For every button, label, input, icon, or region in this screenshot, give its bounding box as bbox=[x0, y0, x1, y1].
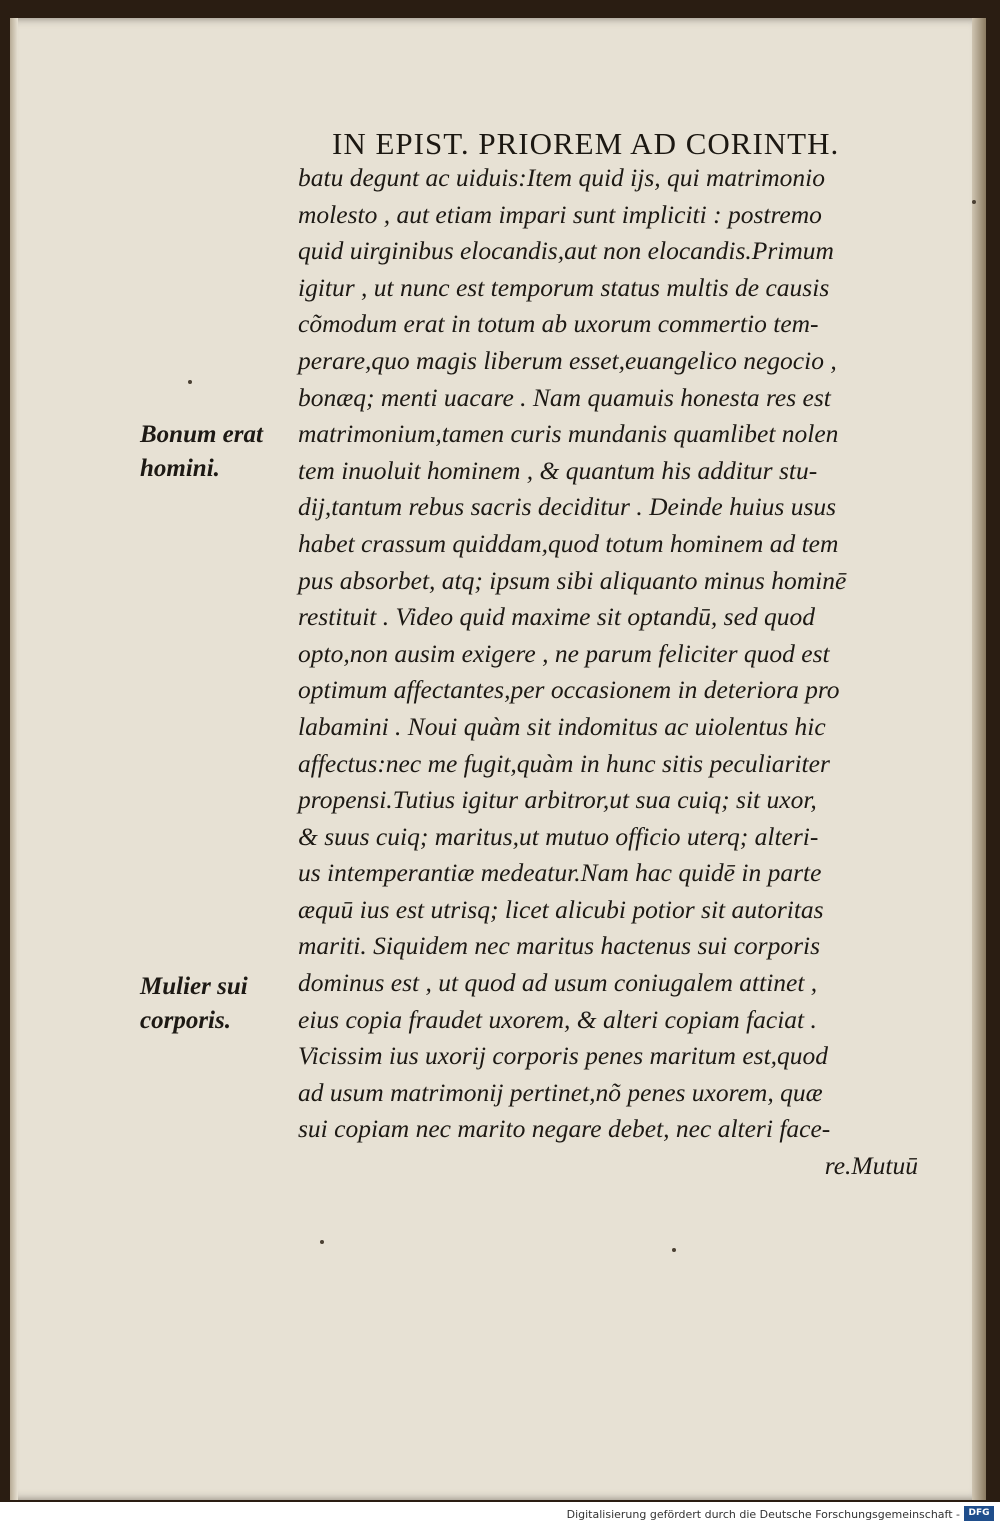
text-line: eius copia fraudet uxorem, & alteri copiam faciat . bbox=[298, 1004, 817, 1034]
text-line: batu degunt ac uiduis:Item quid ijs, qui matrimonio bbox=[298, 163, 825, 192]
page-gutter bbox=[10, 18, 18, 1500]
text-line: perare,quo magis liberum esset,euangelico negocio , bbox=[298, 345, 837, 375]
marginal-note bbox=[140, 970, 300, 1038]
text-line: habet crassum quiddam,quod totum hominem ad tem bbox=[298, 528, 839, 558]
ink-speck bbox=[320, 1240, 324, 1244]
text-line: dij,tantum rebus sacris deciditur . Deinde huius usus bbox=[298, 492, 837, 522]
footer-bar bbox=[0, 1502, 1000, 1524]
text-line: igitur , ut nunc est temporum status multis de causis bbox=[298, 272, 830, 302]
text-line: ad usum matrimonij pertinet,nõ penes uxorem, quæ bbox=[298, 1077, 823, 1107]
text-line: sui copiam nec marito negare debet, nec alteri face- bbox=[298, 1114, 831, 1144]
text-line: mariti. Siquidem nec maritus hactenus sui corporis bbox=[298, 931, 821, 961]
text-line: pus absorbet, atq; ipsum sibi aliquanto minus hominē bbox=[298, 565, 847, 595]
running-head: IN EPIST. PRIOREM AD CORINTH. bbox=[332, 126, 840, 161]
ink-speck bbox=[188, 380, 192, 384]
text-line: matrimonium,tamen curis mundanis quamlibet nolen bbox=[298, 419, 839, 449]
marginal-note-line: Bonum erat bbox=[140, 421, 263, 448]
text-line: opto,non ausim exigere , ne parum feliciter quod est bbox=[298, 638, 830, 668]
ink-speck bbox=[972, 200, 976, 204]
text-line: tem inuoluit hominem , & quantum his additur stu- bbox=[298, 455, 818, 485]
text-line: affectus:nec me fugit,quàm in hunc sitis peculiariter bbox=[298, 748, 830, 778]
marginal-note-line: homini. bbox=[140, 455, 220, 482]
page-edge bbox=[972, 18, 986, 1500]
text-line: quid uirginibus elocandis,aut non elocandis.Primum bbox=[298, 236, 834, 266]
text-line: æquū ius est utrisq; licet alicubi potior sit autoritas bbox=[298, 894, 824, 924]
text-line: bonæq; menti uacare . Nam quamuis honesta res est bbox=[298, 382, 831, 412]
dfg-logo: DFG bbox=[964, 1506, 994, 1521]
text-line: restituit . Video quid maxime sit optandū, sed quod bbox=[298, 602, 816, 632]
ink-speck bbox=[672, 1248, 676, 1252]
body-text bbox=[298, 160, 928, 1185]
digitization-credit: Digitalisierung gefördert durch die Deutsche Forschungsgemeinschaft - bbox=[566, 1508, 960, 1521]
text-line: optimum affectantes,per occasionem in deteriora pro bbox=[298, 675, 840, 705]
marginal-note bbox=[140, 418, 300, 486]
marginal-note-line: Mulier sui bbox=[140, 973, 248, 1000]
text-line: molesto , aut etiam impari sunt impliciti : postremo bbox=[298, 199, 822, 229]
marginal-note-line: corporis. bbox=[140, 1007, 231, 1034]
text-line: Vicissim ius uxorij corporis penes maritum est,quod bbox=[298, 1041, 829, 1071]
text-line: dominus est , ut quod ad usum coniugalem attinet , bbox=[298, 968, 818, 998]
text-line: labamini . Noui quàm sit indomitus ac uiolentus hic bbox=[298, 711, 826, 741]
text-line: propensi.Tutius igitur arbitror,ut sua cuiq; sit uxor, bbox=[298, 785, 817, 815]
text-line: & suus cuiq; maritus,ut mutuo officio uterq; alteri- bbox=[298, 821, 819, 851]
catchword: re.Mutuū bbox=[824, 1151, 918, 1181]
text-line: us intemperantiæ medeatur.Nam hac quidē in parte bbox=[298, 858, 822, 888]
text-line: cõmodum erat in totum ab uxorum commertio tem- bbox=[298, 309, 819, 339]
